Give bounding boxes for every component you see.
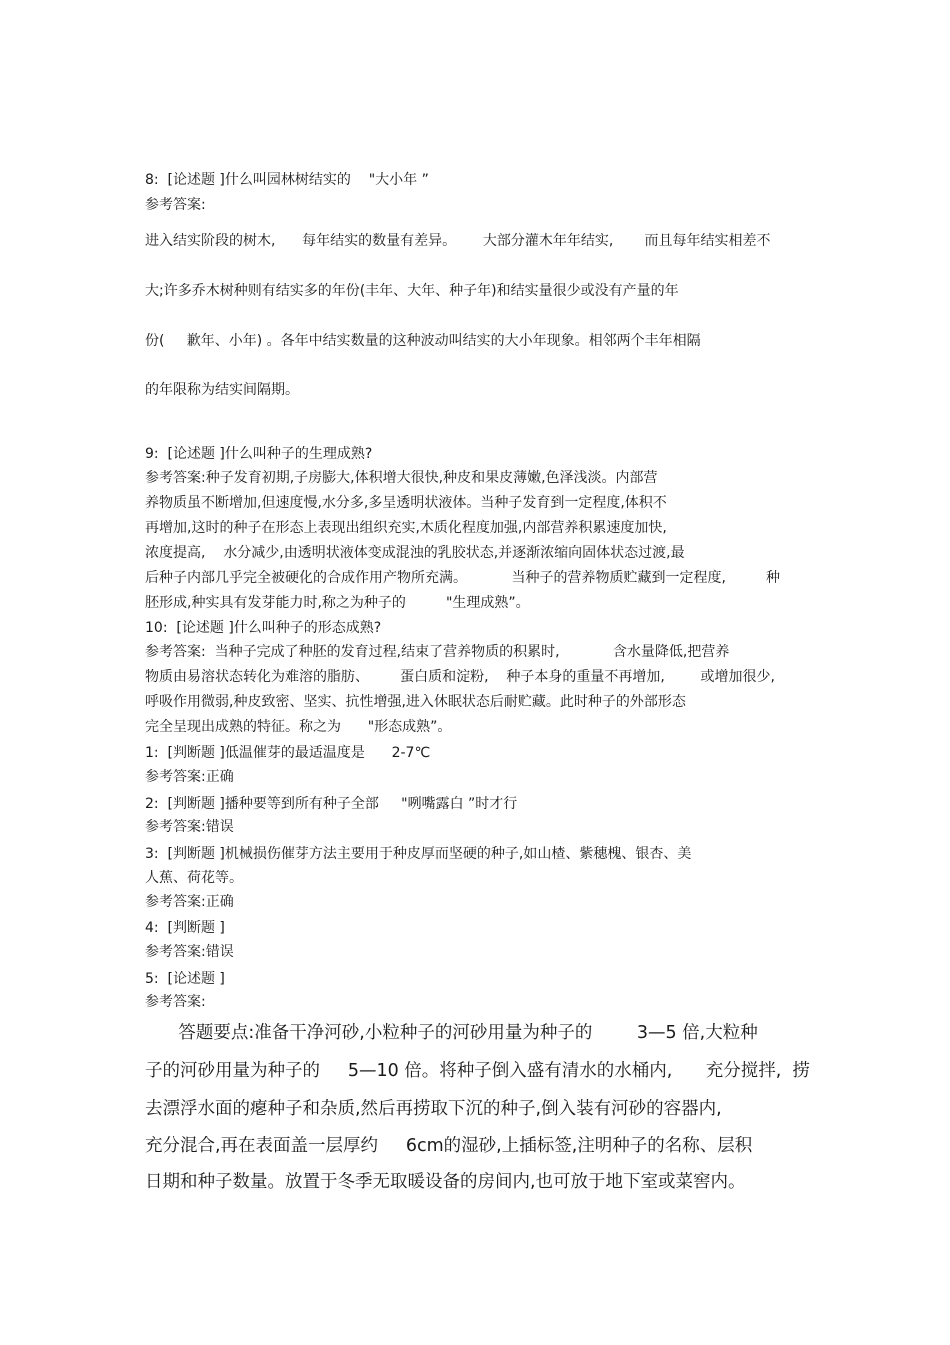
q9-answer-line: 胚形成,种实具有发芽能力时,称之为种子的 "生理成熟”。 [145,595,530,611]
q10-heading: 10: [论述题 ]什么叫种子的形态成熟? [145,620,382,636]
tf4-heading: 4: [判断题 ] [145,920,225,936]
q8-heading: 8: [论述题 ]什么叫园林树结实的 "大小年 ” [145,172,429,188]
q10-answer-line: 物质由易溶状态转化为难溶的脂肪、 蛋白质和淀粉, 种子本身的重量不再增加, 或增加很少, [145,669,775,685]
tf1-heading: 1: [判断题 ]低温催芽的最适温度是 2-7℃ [145,745,431,761]
q9-answer-line: 参考答案:种子发育初期,子房膨大,体积增大很快,种皮和果皮薄嫩,色泽浅淡。内部营 [145,470,658,486]
q8-answer-line: 份( 歉年、小年) 。各年中结实数量的这种波动叫结实的大小年现象。相邻两个丰年相隔 [145,333,701,349]
tf3-answer: 参考答案:正确 [145,894,234,910]
q5-answer-line: 去漂浮水面的瘪种子和杂质,然后再捞取下沉的种子,倒入装有河砂的容器内, [145,1099,722,1119]
q5-answer-line: 答题要点:准备干净河砂,小粒种子的河砂用量为种子的 3—5 倍,大粒种 [145,1023,758,1043]
answer-label: 参考答案: [145,994,206,1010]
tf2-heading: 2: [判断题 ]播种要等到所有种子全部 "咧嘴露白 ”时才行 [145,796,518,812]
q5-answer-line: 充分混合,再在表面盖一层厚约 6cm的湿砂,上插标签,注明种子的名称、层积 [145,1136,753,1156]
q9-answer-line: 养物质虽不断增加,但速度慢,水分多,多呈透明状液体。当种子发育到一定程度,体积不 [145,495,667,511]
q10-answer-line: 参考答案: 当种子完成了种胚的发育过程,结束了营养物质的积累时, 含水量降低,把营养 [145,644,730,660]
q10-answer-line: 呼吸作用微弱,种皮致密、坚实、抗性增强,进入休眠状态后耐贮藏。此时种子的外部形态 [145,694,686,710]
q10-answer-line: 完全呈现出成熟的特征。称之为 "形态成熟”。 [145,719,452,735]
tf3-heading: 3: [判断题 ]机械损伤催芽方法主要用于种皮厚而坚硬的种子,如山楂、紫穗槐、银杏、美 [145,846,692,862]
q9-answer-line: 再增加,这时的种子在形态上表现出组织充实,木质化程度加强,内部营养积累速度加快, [145,520,667,536]
q8-answer-line: 的年限称为结实间隔期。 [145,382,299,398]
q5-heading: 5: [论述题 ] [145,971,225,987]
tf4-answer: 参考答案:错误 [145,944,234,960]
q8-answer-line: 进入结实阶段的树木, 每年结实的数量有差异。 大部分灌木年年结实, 而且每年结实相差不 [145,233,771,249]
answer-label: 参考答案: [145,197,206,213]
tf1-answer: 参考答案:正确 [145,769,234,785]
q9-heading: 9: [论述题 ]什么叫种子的生理成熟? [145,446,373,462]
q9-answer-line: 浓度提高, 水分减少,由透明状液体变成混浊的乳胶状态,并逐渐浓缩向固体状态过渡,最 [145,545,685,561]
tf3-heading-cont: 人蕉、荷花等。 [145,870,243,886]
q8-answer-line: 大;许多乔木树种则有结实多的年份(丰年、大年、种子年)和结实量很少或没有产量的年 [145,283,679,299]
q9-answer-line: 后种子内部几乎完全被硬化的合成作用产物所充满。 当种子的营养物质贮藏到一定程度, 种 [145,570,781,586]
q5-answer-line: 日期和种子数量。放置于冬季无取暖设备的房间内,也可放于地下室或菜窖内。 [145,1172,746,1192]
tf2-answer: 参考答案:错误 [145,819,234,835]
q5-answer-line: 子的河砂用量为种子的 5—10 倍。将种子倒入盛有清水的水桶内, 充分搅拌, 捞 [145,1061,810,1081]
